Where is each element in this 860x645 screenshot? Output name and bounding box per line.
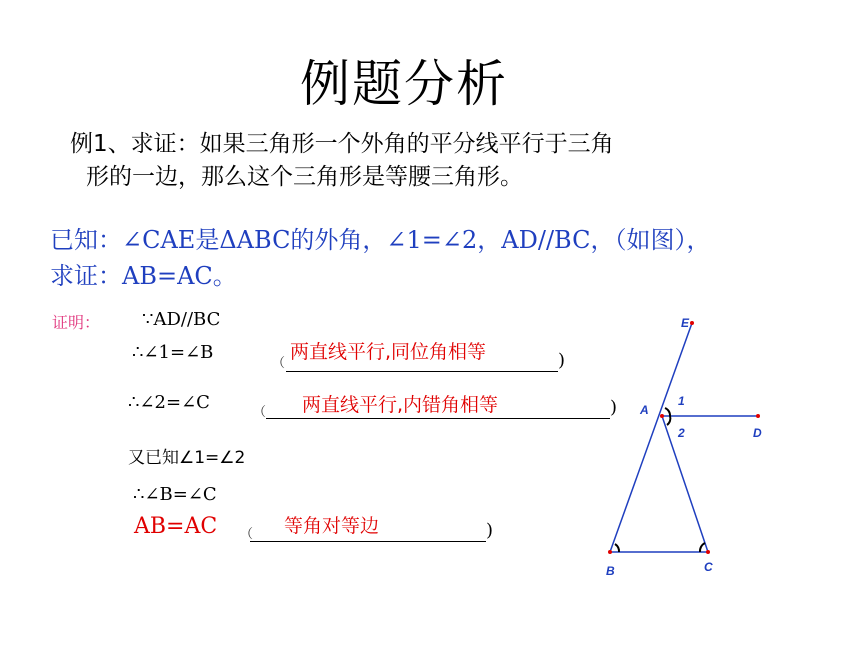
proof-step-3: 又已知∠1=∠2 xyxy=(128,448,246,468)
step-2-close-paren: ) xyxy=(610,397,618,418)
point-B xyxy=(608,550,612,554)
page-title: 例题分析 xyxy=(300,55,508,113)
proof-step-2: ∴∠2=∠C xyxy=(128,392,210,413)
label-angle-2: 2 xyxy=(678,426,685,440)
point-D xyxy=(756,414,760,418)
proof-step-1: ∴∠1=∠B xyxy=(132,342,214,363)
step-2-open-paren: （ xyxy=(253,405,267,420)
step-1-reason: 两直线平行,同位角相等 xyxy=(290,341,487,363)
step-5-reason: 等角对等边 xyxy=(284,515,380,537)
proof-label: 证明： xyxy=(52,313,101,332)
problem-line-1: 例1、求证：如果三角形一个外角的平分线平行于三角 xyxy=(70,131,614,157)
label-B: B xyxy=(606,564,615,578)
point-C xyxy=(706,550,710,554)
label-A: A xyxy=(640,403,649,417)
point-A xyxy=(660,414,664,418)
given-line-2: 求证：AB=AC。 xyxy=(50,262,237,290)
step-5-close-paren: ) xyxy=(486,520,494,541)
step-1-open-paren: （ xyxy=(272,356,286,371)
line-A-C xyxy=(662,416,708,552)
step-1-close-paren: ) xyxy=(558,350,566,371)
arc-angle-2 xyxy=(667,416,670,425)
problem-line-2: 形的一边，那么这个三角形是等腰三角形。 xyxy=(86,164,523,190)
step-5-open-paren: （ xyxy=(240,527,254,542)
point-E xyxy=(690,321,694,325)
arc-angle-B xyxy=(615,544,619,552)
proof-step-4: ∴∠B=∠C xyxy=(133,484,217,505)
angle-arcs xyxy=(615,408,705,552)
label-C: C xyxy=(704,560,713,574)
step-2-reason: 两直线平行,内错角相等 xyxy=(302,394,499,416)
label-D: D xyxy=(753,426,762,440)
label-E: E xyxy=(681,316,690,330)
proof-conclusion: AB=AC xyxy=(134,514,218,539)
proof-because: ∵AD//BC xyxy=(142,309,221,330)
given-line-1: 已知：∠CAE是ΔABC的外角，∠1=∠2，AD//BC，（如图）， xyxy=(50,226,711,254)
label-angle-1: 1 xyxy=(678,394,685,408)
arc-angle-C xyxy=(700,543,705,552)
arc-angle-1 xyxy=(665,408,670,416)
